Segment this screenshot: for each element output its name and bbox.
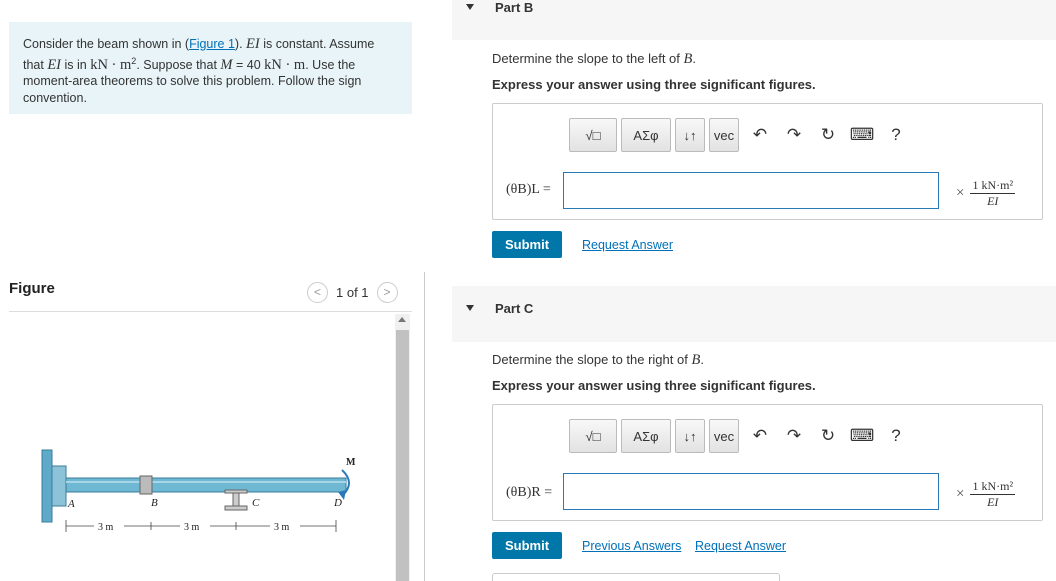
question-text: .: [692, 51, 696, 66]
question-var: B: [691, 352, 701, 368]
problem-text: . Use the moment-area theorems to solve this problem. Follow the sign convention.: [23, 57, 362, 105]
units-fraction: [970, 479, 1015, 510]
part-b-answer-label: (θB)L =: [506, 182, 551, 197]
part-c-label[interactable]: Part C: [495, 301, 534, 316]
wall-plate: [52, 466, 66, 506]
part-c-units: [956, 479, 1015, 510]
figure-count: 1 of 1: [336, 284, 369, 300]
templates-button[interactable]: √□: [569, 419, 617, 453]
part-c-submit-button[interactable]: Submit: [492, 532, 562, 559]
undo-icon[interactable]: ↶: [752, 426, 768, 445]
units-denominator: EI: [987, 495, 999, 509]
question-var: B: [683, 51, 693, 67]
problem-text: is constant. Assume that: [23, 37, 375, 72]
support-c: [233, 492, 239, 506]
question-text: .: [700, 352, 704, 367]
times-icon: ×: [956, 185, 965, 201]
reset-icon[interactable]: ↻: [820, 426, 836, 445]
part-b-question: [492, 51, 696, 68]
redo-icon[interactable]: ↷: [786, 125, 802, 144]
feedback-box-edge: [492, 573, 780, 581]
vec-button[interactable]: vec: [709, 419, 739, 453]
figure-title: Figure: [9, 280, 55, 297]
problem-text: ).: [234, 37, 247, 51]
dim-2: 3 m: [184, 522, 200, 533]
arrows-button[interactable]: ↓↑: [675, 419, 705, 453]
units-denominator: EI: [987, 194, 999, 208]
part-b-submit-button[interactable]: Submit: [492, 231, 562, 258]
scroll-thumb[interactable]: [396, 330, 409, 581]
times-icon: ×: [956, 486, 965, 502]
greek-button[interactable]: ΑΣφ: [621, 118, 671, 152]
column-divider: [424, 272, 425, 581]
figure-divider: [9, 311, 412, 312]
part-c-previous-answers-link[interactable]: Previous Answers: [582, 539, 682, 553]
part-c-answer-editor: [492, 404, 1043, 521]
math-m: M: [220, 56, 233, 73]
part-b-units: [956, 178, 1015, 209]
help-icon[interactable]: ?: [891, 426, 901, 445]
beam-figure: [30, 440, 370, 540]
units-numerator: 1 kN·m²: [972, 178, 1014, 192]
label-a: A: [68, 498, 75, 510]
greek-button[interactable]: ΑΣφ: [621, 419, 671, 453]
help-icon[interactable]: ?: [891, 125, 901, 144]
label-b: B: [151, 497, 158, 509]
part-c-answer-input[interactable]: [563, 473, 939, 510]
dim-3: 3 m: [274, 522, 290, 533]
part-c-request-answer-link[interactable]: Request Answer: [695, 539, 787, 553]
scroll-up-icon[interactable]: [398, 317, 406, 322]
units-numerator: 1 kN·m²: [972, 479, 1014, 493]
figure-pager: [307, 281, 398, 303]
part-b-request-answer-link[interactable]: Request Answer: [582, 238, 674, 252]
next-figure-button[interactable]: >: [377, 282, 398, 303]
units-fraction: [970, 178, 1015, 209]
problem-text: . Suppose that: [136, 57, 221, 72]
label-c: C: [252, 497, 260, 509]
redo-icon[interactable]: ↷: [786, 426, 802, 445]
undo-icon[interactable]: ↶: [752, 125, 768, 144]
part-b-answer-input[interactable]: [563, 172, 939, 209]
part-b-toolbar: [569, 118, 913, 152]
keyboard-icon[interactable]: ⌨: [849, 125, 875, 144]
dim-1: 3 m: [98, 522, 114, 533]
templates-button[interactable]: √□: [569, 118, 617, 152]
question-text: Determine the slope to the right of: [492, 352, 692, 367]
part-c-toolbar: [569, 419, 913, 453]
part-b-label[interactable]: Part B: [495, 0, 534, 15]
hinge-b: [140, 476, 152, 494]
problem-text: Consider the beam shown in (: [23, 37, 190, 51]
part-b-header[interactable]: [452, 0, 1056, 40]
problem-text: is in: [61, 57, 91, 72]
collapse-caret-icon[interactable]: [466, 4, 474, 10]
label-m: M: [346, 457, 356, 468]
math-ei: EI: [246, 36, 260, 52]
beam-body: [66, 478, 346, 492]
part-b-answer-editor: [492, 103, 1043, 220]
arrows-button[interactable]: ↓↑: [675, 118, 705, 152]
problem-text: = 40: [232, 57, 265, 72]
reset-icon[interactable]: ↻: [820, 125, 836, 144]
figure-scrollbar[interactable]: [395, 314, 410, 581]
wall-support: [42, 450, 52, 522]
problem-statement: Consider the beam shown in (Figure 1). EI is constant. Assume that EI is in kN · $m^2$. Suppose that M = 40 kN · m. Use the moment-area theorems to solve this problem. Follow the sign convention.: [9, 22, 412, 114]
math-ei: EI: [47, 56, 62, 73]
part-b-instruction: Express your answer using three significant figures.: [492, 77, 816, 92]
part-c-instruction: Express your answer using three significant figures.: [492, 378, 816, 393]
math-unit: kN · m: [90, 56, 132, 73]
part-c-answer-label: (θB)R =: [506, 485, 553, 500]
part-c-header[interactable]: [452, 286, 1056, 342]
collapse-caret-icon[interactable]: [466, 305, 474, 311]
question-text: Determine the slope to the left of: [492, 51, 684, 66]
part-c-question: [492, 352, 704, 369]
figure-link[interactable]: Figure 1: [189, 37, 235, 51]
keyboard-icon[interactable]: ⌨: [849, 426, 875, 445]
label-d: D: [334, 497, 342, 509]
vec-button[interactable]: vec: [709, 118, 739, 152]
math-unit: kN · m: [264, 56, 306, 73]
prev-figure-button[interactable]: <: [307, 282, 328, 303]
